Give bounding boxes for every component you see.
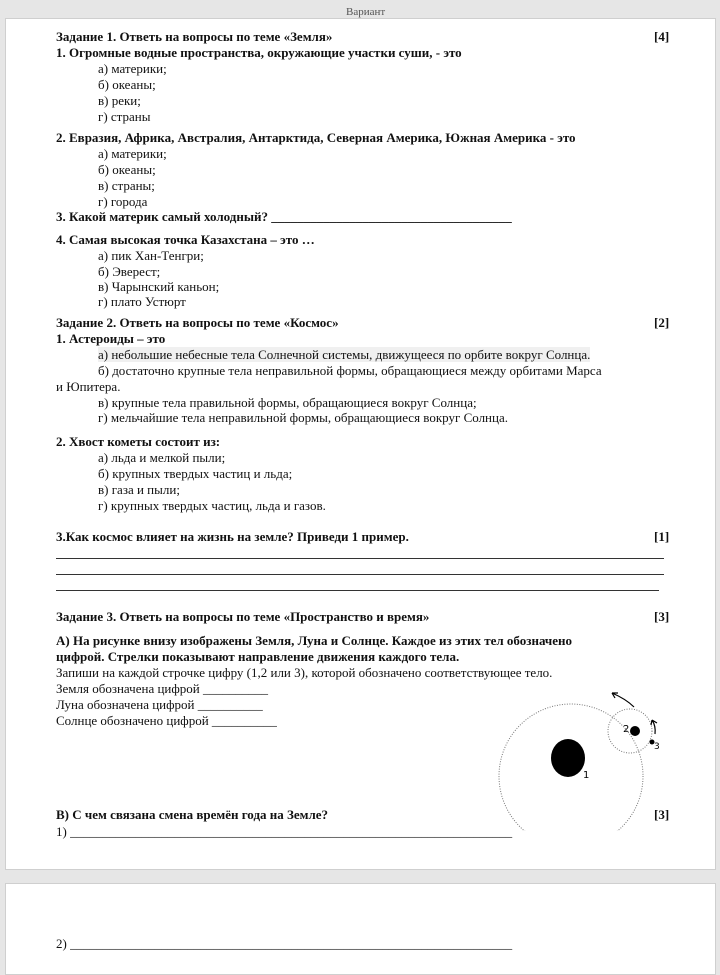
task1-score: [4] bbox=[654, 29, 670, 44]
answer-line[interactable] bbox=[56, 574, 664, 575]
task3-title: Задание 3. Ответь на вопросы по теме «Пространство и время» bbox=[56, 609, 430, 624]
orbit-diagram bbox=[486, 681, 676, 831]
question: 4. Самая высокая точка Казахстана – это … bbox=[56, 232, 315, 247]
option: г) крупных твердых частиц, льда и газов. bbox=[98, 498, 326, 513]
answer-line[interactable]: 1) ____________________________________________________________________ bbox=[56, 824, 513, 839]
label-3: 3 bbox=[654, 742, 660, 752]
task2-title: Задание 2. Ответь на вопросы по теме «Космос» bbox=[56, 315, 339, 330]
option: в) страны; bbox=[98, 178, 155, 193]
option: б) крупных твердых частиц и льда; bbox=[98, 466, 293, 481]
earth-answer[interactable]: Земля обозначена цифрой __________ bbox=[56, 681, 269, 696]
question: 3. Какой материк самый холодный? _____________________________________ bbox=[56, 209, 512, 224]
option: б) океаны; bbox=[98, 77, 156, 92]
question: 1. Астероиды – это bbox=[56, 331, 166, 346]
question-score: [3] bbox=[654, 807, 670, 822]
question: А) На рисунке внизу изображены Земля, Луна и Солнце. Каждое из этих тел обозначено bbox=[56, 633, 573, 648]
option: б) Эверест; bbox=[98, 264, 161, 279]
arrow-icon bbox=[612, 693, 634, 707]
option: б) достаточно крупные тела неправильной формы, обращающиеся между орбитами Марса bbox=[98, 363, 602, 378]
instruction: Запиши на каждой строчке цифру (1,2 или 3), которой обозначено соответствующее тело. bbox=[56, 665, 553, 680]
task1-title: Задание 1. Ответь на вопросы по теме «Земля» bbox=[56, 29, 333, 44]
task3-score: [3] bbox=[654, 609, 670, 624]
answer-line[interactable] bbox=[56, 558, 664, 559]
task2-score: [2] bbox=[654, 315, 670, 330]
option: а) небольшие небесные тела Солнечной системы, движущееся по орбите вокруг Солнца. bbox=[98, 347, 591, 362]
body-1 bbox=[551, 739, 585, 777]
question: 3.Как космос влияет на жизнь на земле? Приведи 1 пример. bbox=[56, 529, 409, 544]
option: б) океаны; bbox=[98, 162, 156, 177]
option: г) города bbox=[98, 194, 148, 209]
sun-answer[interactable]: Солнце обозначено цифрой __________ bbox=[56, 713, 277, 728]
moon-answer[interactable]: Луна обозначена цифрой __________ bbox=[56, 697, 263, 712]
option: г) мельчайшие тела неправильной формы, обращающиеся вокруг Солнца. bbox=[98, 410, 508, 425]
option: а) материки; bbox=[98, 146, 167, 161]
question: 1. Огромные водные пространства, окружающие участки суши, - это bbox=[56, 45, 462, 60]
label-2: 2 bbox=[623, 724, 630, 735]
option: в) реки; bbox=[98, 93, 141, 108]
option: в) Чарынский каньон; bbox=[98, 279, 220, 294]
question: 2. Хвост кометы состоит из: bbox=[56, 434, 221, 449]
option-continued: и Юпитера. bbox=[56, 379, 121, 394]
label-1: 1 bbox=[583, 770, 590, 781]
question-score: [1] bbox=[654, 529, 670, 544]
page-2 bbox=[5, 883, 716, 975]
option: в) газа и пыли; bbox=[98, 482, 180, 497]
page-1 bbox=[5, 6, 716, 870]
option: в) крупные тела правильной формы, обращающиеся вокруг Солнца; bbox=[98, 395, 477, 410]
option: г) плато Устюрт bbox=[98, 294, 186, 309]
question: В) С чем связана смена времён года на Земле? bbox=[56, 807, 329, 822]
question: цифрой. Стрелки показывают направление движения каждого тела. bbox=[56, 649, 460, 664]
option: г) страны bbox=[98, 109, 151, 124]
question: 2. Евразия, Африка, Австралия, Антарктида, Северная Америка, Южная Америка - это bbox=[56, 130, 576, 145]
option: а) материки; bbox=[98, 61, 167, 76]
option: а) льда и мелкой пыли; bbox=[98, 450, 226, 465]
answer-line[interactable]: 2) ____________________________________________________________________ bbox=[56, 936, 513, 951]
option: а) пик Хан-Тенгри; bbox=[98, 248, 204, 263]
answer-line[interactable] bbox=[56, 590, 659, 591]
header-fragment: Вариант bbox=[346, 6, 386, 18]
body-2 bbox=[630, 726, 640, 736]
